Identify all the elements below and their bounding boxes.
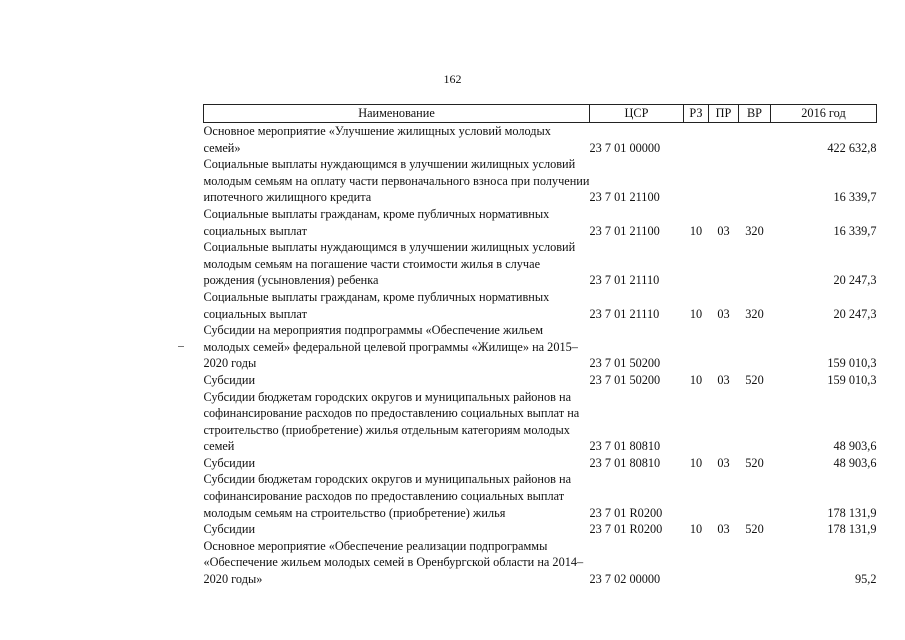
row-rz [684, 389, 709, 455]
row-rz [684, 471, 709, 521]
row-value: 159 010,3 [827, 372, 877, 387]
row-name: Субсидии бюджетам городских округов и муниципальных районов на софинансирование расходов по предоставлению социальных выплат на строительство (приобретение) жилья отдельным категориям молодых семей [203, 389, 580, 454]
header-name: Наименование [204, 105, 590, 123]
row-pr [709, 156, 739, 206]
margin-mark [178, 346, 184, 347]
row-csr: 23 7 01 R0200 [589, 522, 663, 537]
row-csr: 23 7 01 21110 [589, 273, 660, 288]
row-csr: 23 7 01 50200 [589, 372, 661, 387]
row-vr [739, 239, 771, 289]
row-name: Субсидии бюджетам городских округов и муниципальных районов на софинансирование расходов по предоставлению социальных выплат молодым семьям на строительство (приобретение) жилья [203, 472, 572, 520]
row-value: 48 903,6 [833, 455, 877, 470]
row-name: Субсидии [203, 455, 256, 470]
row-value: 16 339,7 [833, 190, 877, 205]
row-value: 178 131,9 [827, 522, 877, 537]
row-csr: 23 7 01 21100 [589, 190, 660, 205]
row-rz [684, 538, 709, 588]
table-row [204, 239, 877, 289]
row-csr: 23 7 01 00000 [589, 140, 661, 155]
row-pr [709, 123, 739, 157]
row-pr: 03 [717, 455, 730, 470]
row-vr: 520 [745, 372, 764, 387]
table-row [204, 372, 877, 389]
header-csr: ЦСР [590, 105, 684, 123]
row-name: Основное мероприятие «Обеспечение реализации подпрограммы «Обеспечение жильем молодых семей в Оренбургской области на 2014–2020 годы» [203, 538, 584, 587]
row-name: Социальные выплаты гражданам, кроме публичных нормативных социальных выплат [203, 289, 550, 321]
header-rz: РЗ [684, 105, 709, 123]
header-vr: ВР [739, 105, 771, 123]
row-rz [684, 239, 709, 289]
row-name: Субсидии [203, 372, 256, 387]
row-pr: 03 [717, 223, 730, 238]
row-rz [684, 123, 709, 157]
table-header-row [204, 105, 877, 123]
row-rz: 10 [689, 306, 703, 321]
page-number: 162 [443, 72, 462, 86]
row-value: 48 903,6 [833, 439, 877, 454]
row-csr: 23 7 01 80810 [589, 439, 661, 454]
row-pr [709, 538, 739, 588]
row-csr: 23 7 01 50200 [589, 356, 661, 371]
row-pr: 03 [717, 306, 730, 321]
row-csr: 23 7 01 80810 [589, 455, 661, 470]
row-vr [739, 322, 771, 372]
row-pr: 03 [717, 522, 730, 537]
row-rz: 10 [689, 372, 703, 387]
row-value: 20 247,3 [833, 273, 877, 288]
row-vr: 320 [745, 223, 764, 238]
row-vr: 320 [745, 306, 764, 321]
row-name: Социальные выплаты гражданам, кроме публичных нормативных социальных выплат [203, 206, 550, 238]
row-rz: 10 [689, 522, 703, 537]
table-row [204, 322, 877, 372]
header-year: 2016 год [771, 105, 877, 123]
row-pr [709, 239, 739, 289]
row-vr: 520 [745, 455, 764, 470]
table-row [204, 206, 877, 239]
row-name: Субсидии [203, 522, 256, 537]
row-name: Основное мероприятие «Улучшение жилищных условий молодых семей» [203, 124, 551, 155]
row-value: 422 632,8 [827, 140, 877, 155]
table-row [204, 538, 877, 588]
table-row [204, 521, 877, 538]
row-value: 178 131,9 [827, 505, 877, 520]
row-csr: 23 7 01 R0200 [589, 505, 663, 520]
row-name: Социальные выплаты нуждающимся в улучшении жилищных условий молодым семьям на оплату части первоначального взноса при получении ипотечного жилищного кредита [203, 157, 590, 205]
table-row [204, 389, 877, 455]
row-vr: 520 [745, 522, 764, 537]
table-row [204, 156, 877, 206]
row-pr [709, 322, 739, 372]
row-vr [739, 389, 771, 455]
row-name: Субсидии на мероприятия подпрограммы «Обеспечение жильем молодых семей» федеральной целевой программы «Жилище» на 2015–2020 годы [203, 323, 578, 371]
header-pr: ПР [709, 105, 739, 123]
row-vr [739, 538, 771, 588]
row-value: 16 339,7 [833, 223, 877, 238]
row-pr [709, 471, 739, 521]
row-value: 95,2 [854, 572, 877, 587]
row-rz: 10 [689, 455, 703, 470]
row-csr: 23 7 02 00000 [589, 572, 661, 587]
row-rz: 10 [689, 223, 703, 238]
budget-table [203, 104, 877, 588]
row-pr: 03 [717, 372, 730, 387]
row-name: Социальные выплаты нуждающимся в улучшении жилищных условий молодым семьям на погашение части стоимости жилья в случае рождения (усыновления) ребенка [203, 240, 576, 288]
row-csr: 23 7 01 21100 [589, 223, 660, 238]
table-row [204, 123, 877, 157]
table-row [204, 455, 877, 472]
row-vr [739, 156, 771, 206]
row-csr: 23 7 01 21110 [589, 306, 660, 321]
row-rz [684, 156, 709, 206]
row-rz [684, 322, 709, 372]
row-pr [709, 389, 739, 455]
table-row [204, 471, 877, 521]
table-row [204, 289, 877, 322]
row-value: 159 010,3 [827, 356, 877, 371]
row-value: 20 247,3 [833, 306, 877, 321]
row-vr [739, 123, 771, 157]
row-vr [739, 471, 771, 521]
